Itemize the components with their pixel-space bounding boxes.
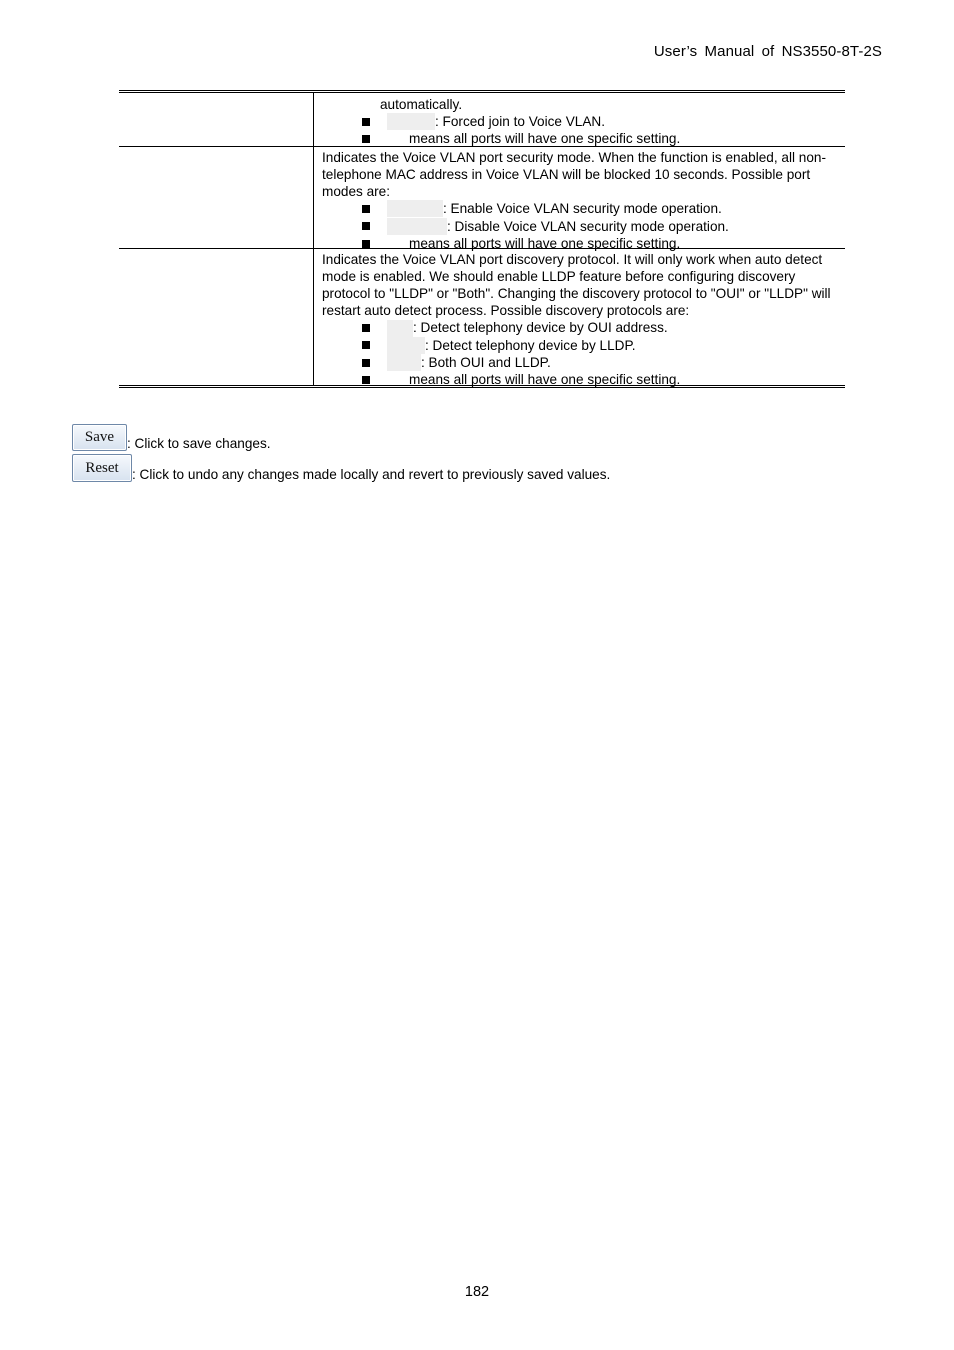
square-bullet-icon: [362, 118, 370, 126]
list-item-text: : Disable Voice VLAN security mode operation.: [447, 218, 729, 234]
list-item-text: : Detect telephony device by LLDP.: [425, 337, 636, 353]
list-item: [322, 218, 839, 235]
option-label-blank: [387, 354, 421, 371]
list-item-text: : Enable Voice VLAN security mode operation.: [443, 201, 722, 217]
description-cell: [314, 147, 845, 251]
reset-button-description: : Click to undo any changes made locally and revert to previously saved values.: [132, 467, 611, 482]
option-label-blank: [387, 200, 443, 217]
square-bullet-icon: [362, 376, 370, 384]
page-number: 182: [464, 1284, 490, 1300]
list-item: [322, 200, 839, 217]
save-button[interactable]: Save: [72, 424, 127, 451]
square-bullet-icon: [362, 205, 370, 213]
list-item-text: : Forced join to Voice VLAN.: [435, 114, 606, 130]
square-bullet-icon: [362, 324, 370, 332]
parameter-table: [119, 90, 845, 388]
list-item: [322, 130, 839, 147]
object-cell: [119, 249, 314, 385]
discovery-description: Indicates the Voice VLAN port discovery protocol. It will only work when auto detect mode is enabled. We should enable LLDP feature before configuring discovery protocol to "LLDP" or "Both". Changing the discovery protocol to "OUI" or "LLDP" will restart auto detect process. Possible discovery protocols are:: [322, 252, 831, 319]
security-description: Indicates the Voice VLAN port security mode. When the function is enabled, all non-telephone MAC address in Voice VLAN will be blocked 10 seconds. Possible port modes are:: [322, 150, 827, 200]
square-bullet-icon: [362, 222, 370, 230]
option-label-blank: [387, 320, 413, 337]
list-item: [322, 337, 839, 354]
list-item-text: : Both OUI and LLDP.: [421, 355, 551, 371]
reset-button[interactable]: Reset: [72, 454, 132, 482]
list-item: [322, 371, 839, 388]
option-label-blank: [387, 113, 435, 130]
continued-text: automatically.: [380, 97, 463, 112]
save-button-row: [72, 424, 271, 451]
option-label-blank: [387, 218, 447, 235]
list-item: [322, 354, 839, 371]
list-item: [322, 113, 839, 130]
square-bullet-icon: [362, 341, 370, 349]
reset-button-row: [72, 454, 610, 482]
object-cell: [119, 147, 314, 248]
list-item: [322, 319, 839, 336]
option-label-blank: [387, 337, 425, 354]
table-row-security: [119, 146, 845, 251]
description-cell: [314, 249, 845, 388]
object-cell: [119, 93, 314, 146]
square-bullet-icon: [362, 135, 370, 143]
list-item-text: means all ports will have one specific setting.: [409, 131, 681, 147]
table-row-discovery: [119, 248, 845, 388]
manual-title: User’s Manual of NS3550-8T-2S: [653, 43, 882, 60]
description-cell: [314, 93, 845, 146]
save-button-description: : Click to save changes.: [127, 436, 271, 451]
table-row-forced: [119, 93, 845, 146]
list-item-text: : Detect telephony device by OUI address.: [413, 320, 668, 336]
square-bullet-icon: [362, 240, 370, 248]
list-item-text: means all ports will have one specific setting.: [409, 372, 681, 388]
list-item-text: means all ports will have one specific setting.: [409, 235, 681, 251]
square-bullet-icon: [362, 359, 370, 367]
